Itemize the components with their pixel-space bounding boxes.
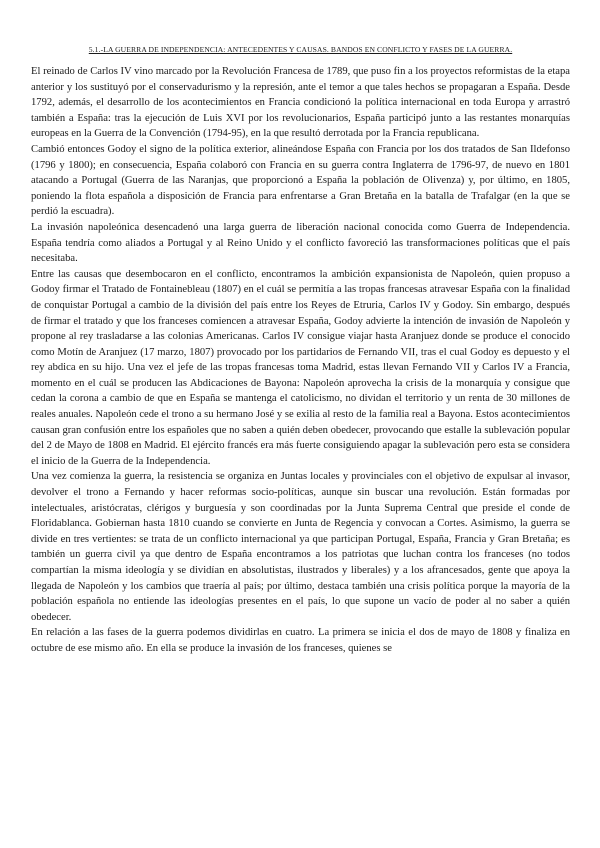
paragraph-6: En relación a las fases de la guerra podemos dividirlas en cuatro. La primera se inicia el dos de mayo de 1808 y finaliza en octubre de ese mismo año. En ella se produce la invasión de los franceses, quienes se <box>31 627 570 654</box>
document-title: 5.1.-LA GUERRA DE INDEPENDENCIA: ANTECEDENTES Y CAUSAS. BANDOS EN CONFLICTO Y FASES DE LA GUERRA. <box>88 45 513 54</box>
paragraph-1: El reinado de Carlos IV vino marcado por la Revolución Francesa de 1789, que puso fin a los proyectos reformistas de la etapa anterior y los sustituyó por el conservadurismo y la represión, ante el temor a que tales hechos se propagaran a España. Desde 1792, además, el desarrollo de los acontecimientos en Francia condicionó la política internacional en toda Europa y arrastró también a España: tras la ejecución de Luis XVI por los revolucionarios, España participó junto a las restantes monarquías europeas en la Guerra de la Convención (1794-95), en la que resultó derrotada por la Francia republicana. <box>31 66 570 140</box>
paragraph-5: Una vez comienza la guerra, la resistencia se organiza en Juntas locales y provinciales con el objetivo de expulsar al invasor, devolver el trono a Fernando y hacer reformas socio-políticas, aunque sin buscar una revolución. Están formadas por intelectuales, aristócratas, clérigos y burguesía y son coordinadas por la Junta Suprema Central que preside el conde de Floridablanca. Gobiernan hasta 1810 cuando se convierte en Junta de Regencia y convocan a Cortes. Asimismo, la guerra se divide en tres vertientes: se trata de un conflicto internacional ya que participan Portugal, España, Francia y Gran Bretaña; es también un guerra civil ya que dentro de España encontramos a los patriotas que luchan contra los franceses (no todos compartían la misma ideología y se dividían en absolutistas, ilustrados y liberales) y a los afrancesados, gente que apoya la llegada de Napoleón y los cambios que traería al país; por último, destaca también una crisis política porque la mayoría de la población española no entiende las ideologías presentes en el país, lo que supone un vacío de poder al no saber a quién obedecer. <box>31 471 570 623</box>
paragraph-3: La invasión napoleónica desencadenó una larga guerra de liberación nacional conocida como Guerra de Independencia. España tendría como aliados a Portugal y al Reino Unido y el conflicto favoreció las transformaciones políticas que el país necesitaba. <box>31 221 570 265</box>
paragraph-4: Entre las causas que desembocaron en el conflicto, encontramos la ambición expansionista de Napoleón, quien propuso a Godoy firmar el Tratado de Fontainebleau (1807) en el cuál se permitía a las tropas francesas atravesar España con la finalidad de conquistar Portugal a cambio de la división del país entre los Reyes de Etruria, Carlos IV y Godoy. Sin embargo, después de firmar el tratado y que los franceses comiencen a atravesar España, Godoy advierte la intención de invasión de Napoleón y propone al rey trasladarse a las colonias Americanas. Carlos IV consigue viajar hasta Aranjuez donde se produce el conocido como Motín de Aranjuez (17 marzo, 1807) provocado por los partidarios de Fernando VII, tras el cual Godoy es depuesto y el rey abdica en su hijo. Una vez el jefe de las tropas francesas toma Madrid, estas llevan Fernando VII y Carlos IV a Francia, momento en el cuál se producen las Abdicaciones de Bayona: Napoleón aprovecha la crisis de la monarquía y consigue que cedan la corona a cambio de que en España se mantenga el catolicismo, no dividan el territorio y un renta de 30 millones de reales anuales. Napoleón cede el trono a su hermano José y se exilia al resto de la familia real a Bayona. Estos acontecimientos causan gran confusión entre los españoles que no saben a quién deben obedecer, provocando que estalle la sublevación popular del 2 de Mayo de 1808 en Madrid. El ejército francés era más fuerte consiguiendo apagar la sublevación pero esta se considera el inicio de la Guerra de la Independencia. <box>31 268 570 467</box>
document-page <box>31 0 570 657</box>
paragraph-2: Cambió entonces Godoy el signo de la política exterior, alineándose España con Francia por los dos tratados de San Ildefonso (1796 y 1800); en consecuencia, España colaboró con Francia en su guerra contra Inglaterra de 1796-97, de nuevo en 1801 atacando a Portugal (Guerra de las Naranjas, que proporcionó a España la población de Olivenza) y, por último, en 1805, poniendo la flota española a disposición de Francia para enfrentarse a Gran Bretaña en la batalla de Trafalgar (en la que se perdió la escuadra). <box>31 143 570 218</box>
document-body <box>31 64 570 657</box>
